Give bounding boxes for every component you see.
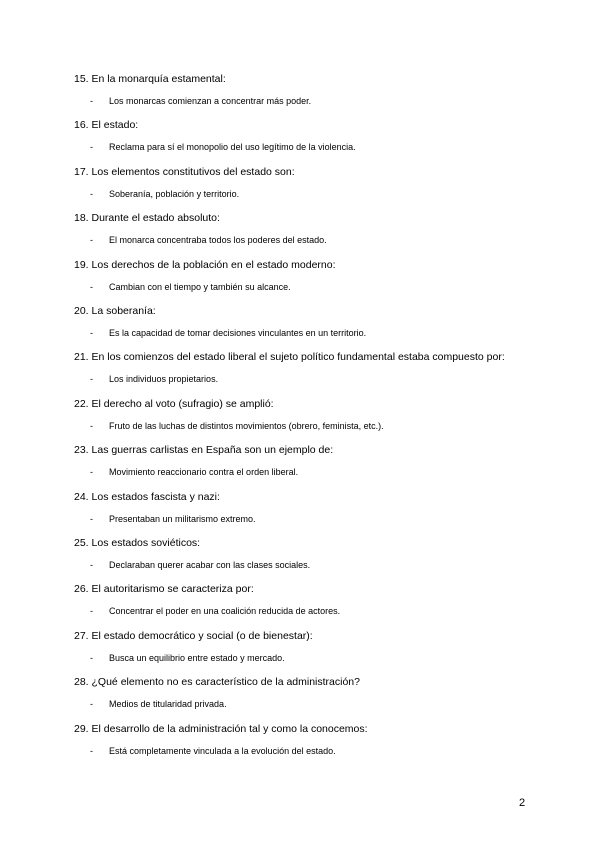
answer-text: Está completamente vinculada a la evolución del estado. <box>109 745 336 756</box>
answer-text: Presentaban un militarismo extremo. <box>109 513 256 524</box>
answer-line <box>90 605 340 618</box>
bullet-dash: - <box>90 699 93 710</box>
question-item <box>0 211 600 257</box>
question-text: 22. El derecho al voto (sufragio) se amplió: <box>74 397 274 410</box>
question-text: 24. Los estados fascista y nazi: <box>74 490 220 503</box>
answer-text: El monarca concentraba todos los poderes del estado. <box>109 235 327 246</box>
answer-line <box>90 234 327 247</box>
question-item <box>0 304 600 350</box>
answer-text: Medios de titularidad privada. <box>109 699 227 710</box>
question-item <box>0 629 600 675</box>
bullet-dash: - <box>90 328 93 338</box>
question-item <box>0 490 600 536</box>
question-text: 16. El estado: <box>74 119 139 132</box>
answer-text: Busca un equilibrio entre estado y mercado. <box>109 652 285 663</box>
bullet-dash: - <box>90 420 93 431</box>
bullet-dash: - <box>90 513 93 524</box>
bullet-dash: - <box>90 281 93 292</box>
question-item <box>0 165 600 211</box>
question-text: 27. El estado democrático y social (o de bienestar): <box>74 629 313 642</box>
question-item <box>0 722 600 768</box>
bullet-dash: - <box>90 745 93 756</box>
answer-text: Movimiento reaccionario contra el orden liberal. <box>109 467 299 478</box>
question-item <box>0 118 600 164</box>
answer-text: Los monarcas comienzan a concentrar más poder. <box>109 96 312 106</box>
question-item <box>0 536 600 582</box>
question-text: 25. Los estados soviéticos: <box>74 537 201 549</box>
answer-line <box>90 188 239 201</box>
answer-text: Concentrar el poder en una coalición reducida de actores. <box>109 606 341 617</box>
answer-text: Reclama para sí el monopolio del uso legítimo de la violencia. <box>109 142 356 153</box>
question-text: 18. Durante el estado absoluto: <box>74 212 220 225</box>
answer-text: Declaraban querer acabar con las clases sociales. <box>109 560 311 570</box>
page-number: 2 <box>519 797 526 809</box>
bullet-dash: - <box>90 235 93 246</box>
answer-line <box>90 373 218 386</box>
question-text: 21. En los comienzos del estado liberal el sujeto político fundamental estaba compuesto por: <box>74 351 505 364</box>
answer-line <box>90 95 311 108</box>
question-text: 23. Las guerras carlistas en España son un ejemplo de: <box>74 444 334 457</box>
bullet-dash: - <box>90 96 93 106</box>
answer-line <box>90 559 310 572</box>
question-text: 15. En la monarquía estamental: <box>74 73 226 85</box>
question-item <box>0 443 600 489</box>
answer-line <box>90 466 298 479</box>
question-item <box>0 258 600 304</box>
question-text: 19. Los derechos de la población en el estado moderno: <box>74 258 336 271</box>
answer-line <box>90 745 336 758</box>
question-item <box>0 350 600 396</box>
question-text: 28. ¿Qué elemento no es característico de la administración? <box>74 676 360 689</box>
answer-text: Los individuos propietarios. <box>109 374 219 385</box>
answer-line <box>90 281 291 294</box>
question-text: 29. El desarrollo de la administración tal y como la conocemos: <box>74 722 368 735</box>
answer-line <box>90 141 356 154</box>
question-text: 20. La soberanía: <box>74 305 156 317</box>
answer-line <box>90 698 227 711</box>
question-item <box>0 72 600 118</box>
answer-text: Es la capacidad de tomar decisiones vinculantes en un territorio. <box>109 328 367 338</box>
bullet-dash: - <box>90 606 93 617</box>
question-item <box>0 397 600 443</box>
bullet-dash: - <box>90 652 93 663</box>
bullet-dash: - <box>90 142 93 153</box>
question-text: 17. Los elementos constitutivos del estado son: <box>74 165 295 178</box>
answer-line <box>90 327 366 340</box>
answer-text: Cambian con el tiempo y también su alcance. <box>109 281 291 292</box>
question-item <box>0 675 600 721</box>
answer-line <box>90 513 256 526</box>
question-text: 26. El autoritarismo se caracteriza por: <box>74 583 254 596</box>
answer-text: Fruto de las luchas de distintos movimientos (obrero, feminista, etc.). <box>109 420 384 431</box>
answer-text: Soberanía, población y territorio. <box>109 188 240 199</box>
bullet-dash: - <box>90 467 93 478</box>
bullet-dash: - <box>90 560 93 570</box>
bullet-dash: - <box>90 374 93 385</box>
answer-line <box>90 652 285 665</box>
question-item <box>0 582 600 628</box>
bullet-dash: - <box>90 188 93 199</box>
answer-line <box>90 420 384 433</box>
